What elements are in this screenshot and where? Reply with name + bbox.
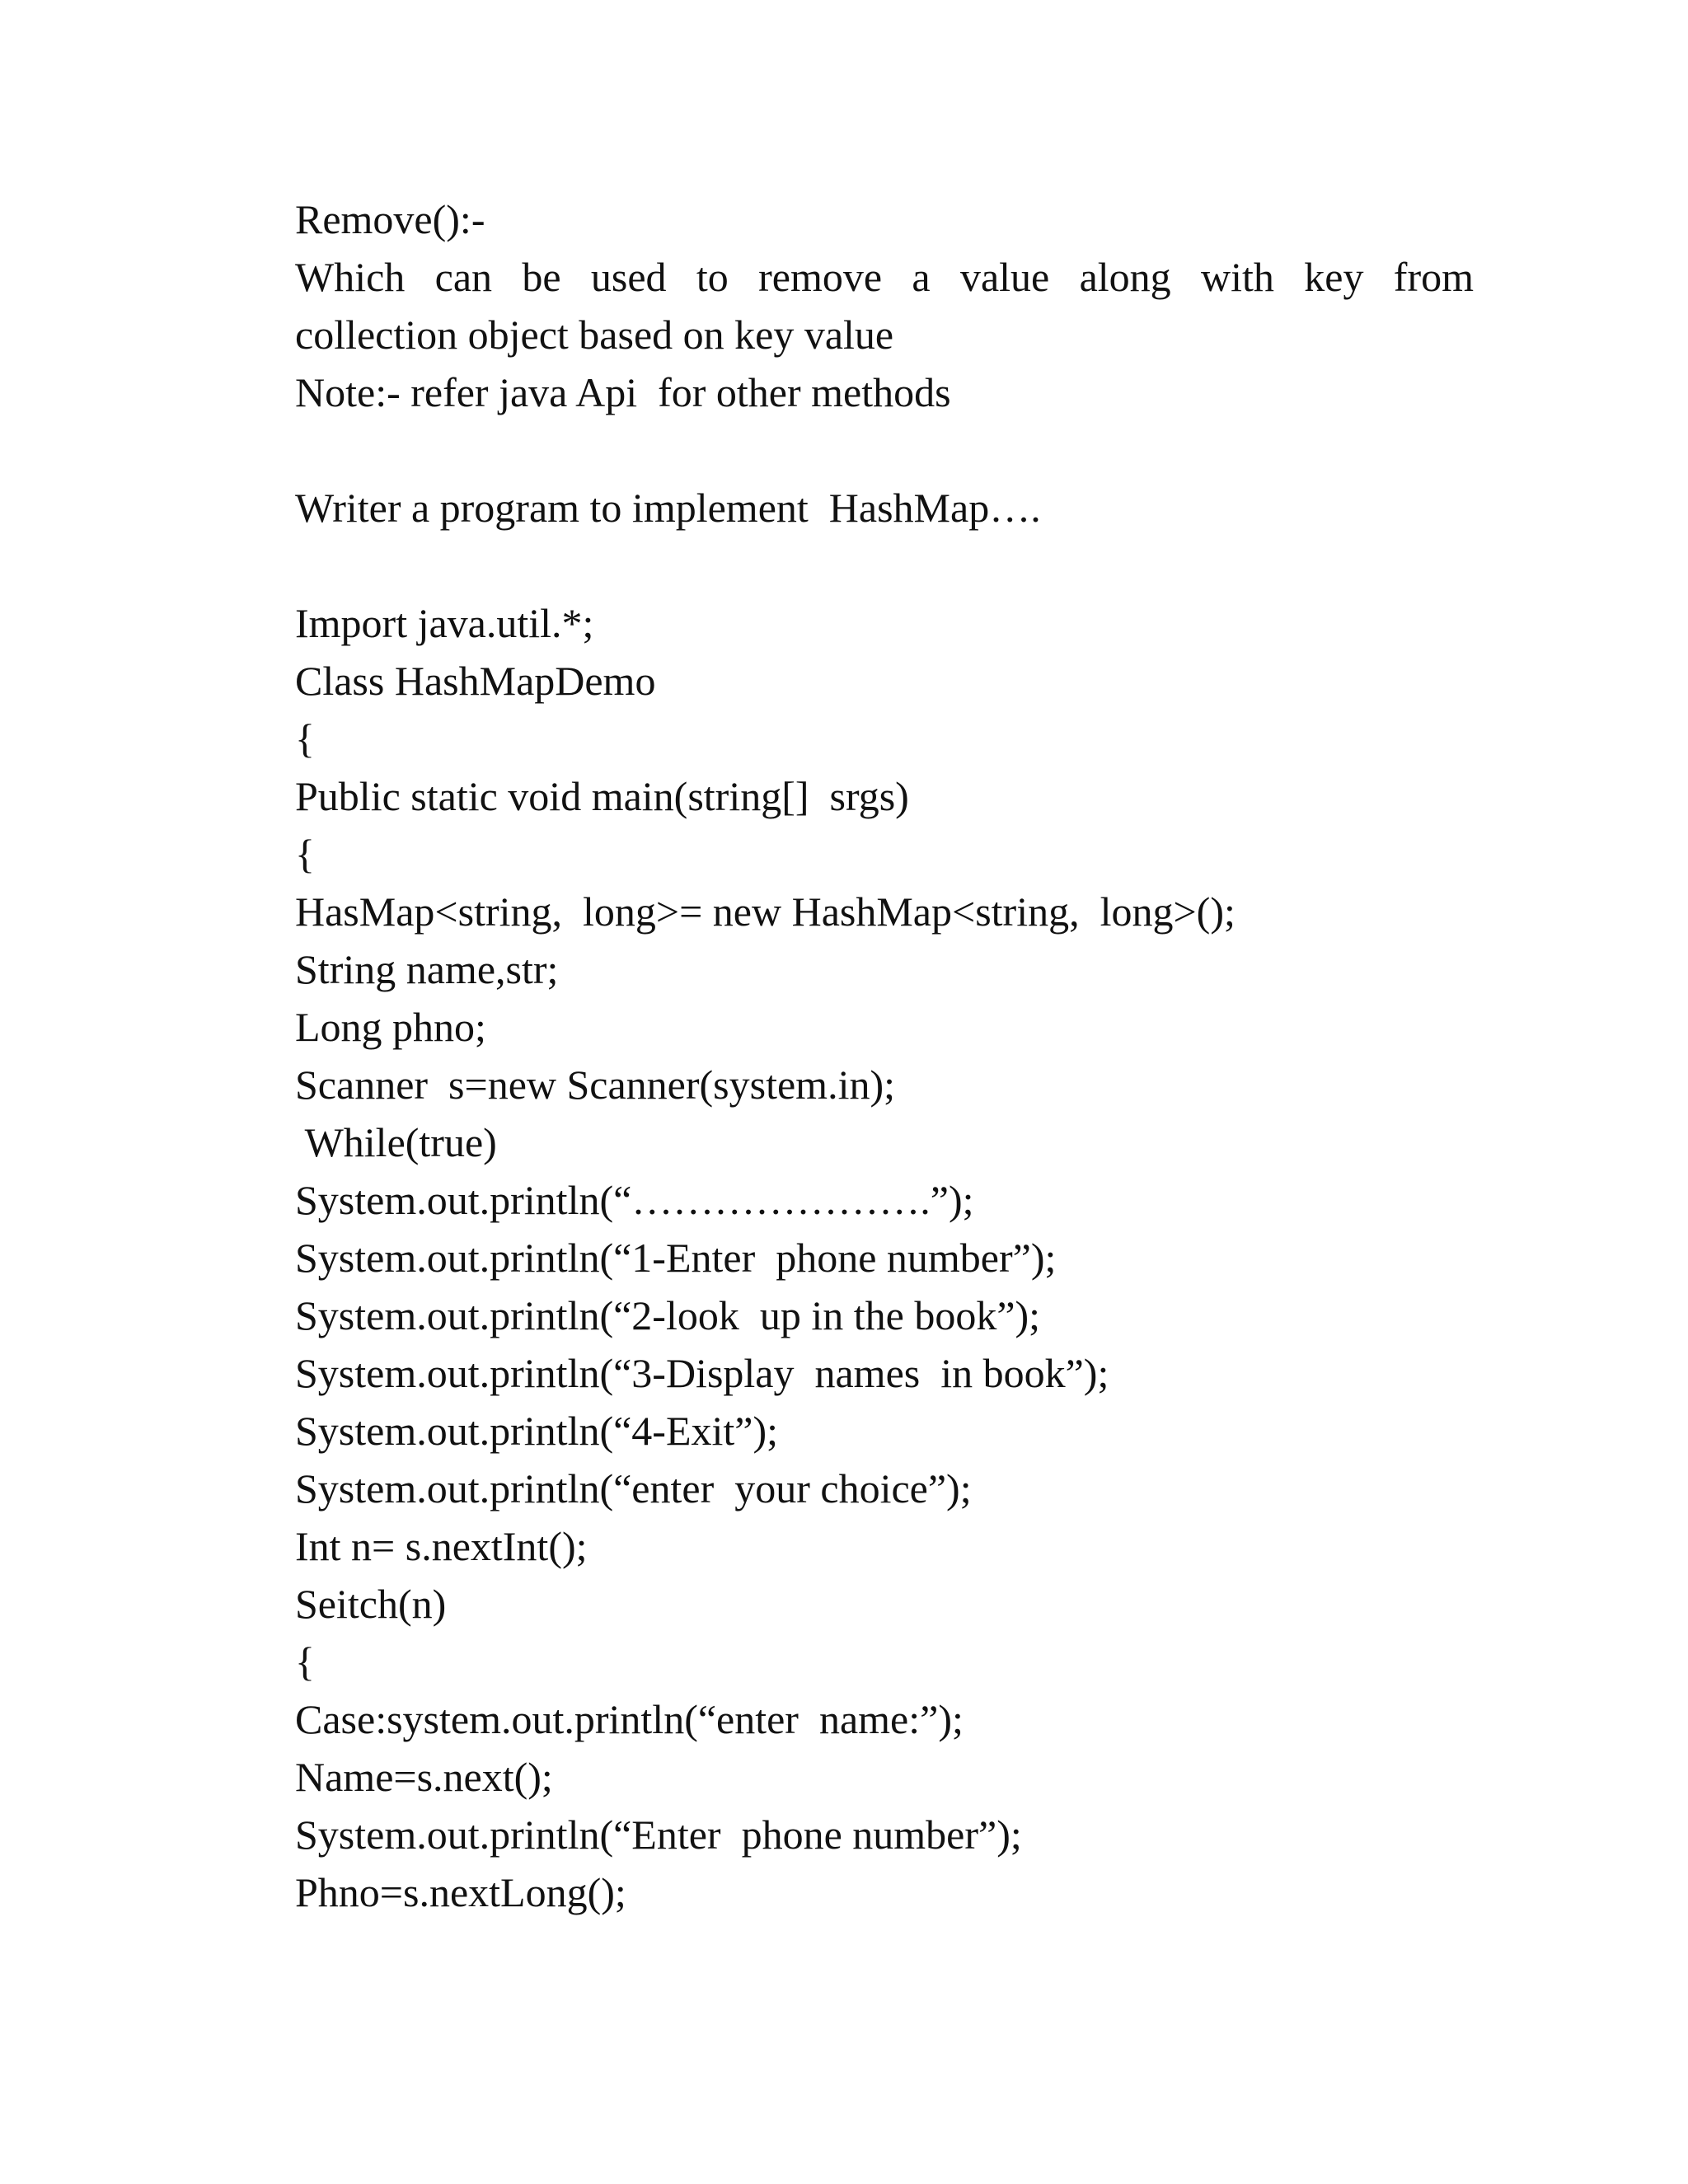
code-line: System.out.println(“3-Display names in book”); — [295, 1350, 1109, 1396]
code-line: { — [295, 715, 315, 762]
note-line: Note:- refer java Api for other methods — [295, 369, 951, 415]
code-line: Scanner s=new Scanner(system.in); — [295, 1062, 896, 1108]
code-line: System.out.println(“………………….”); — [295, 1177, 974, 1223]
section-heading: Remove():- — [295, 196, 485, 242]
code-line: { — [295, 1638, 315, 1685]
code-line: System.out.println(“1-Enter phone number”); — [295, 1235, 1057, 1281]
description-line-2: collection object based on key value — [295, 312, 894, 358]
code-line: Phno=s.nextLong(); — [295, 1869, 626, 1915]
code-line: System.out.println(“2-look up in the book”); — [295, 1292, 1041, 1338]
code-line: Seitch(n) — [295, 1581, 447, 1627]
code-line: Case:system.out.println(“enter name:”); — [295, 1696, 964, 1742]
code-line: System.out.println(“4-Exit”); — [295, 1408, 779, 1454]
code-line: Long phno; — [295, 1004, 486, 1050]
code-line: Import java.util.*; — [295, 600, 594, 646]
code-line: String name,str; — [295, 946, 559, 992]
code-line: HasMap<string, long>= new HashMap<string, long>(); — [295, 888, 1236, 935]
code-line: System.out.println(“Enter phone number”); — [295, 1811, 1022, 1858]
code-line: Int n= s.nextInt(); — [295, 1523, 588, 1569]
code-line: Name=s.next(); — [295, 1754, 553, 1800]
code-line: While(true) — [295, 1119, 497, 1165]
description-line-1: Which can be used to remove a value along with key from — [295, 254, 1474, 300]
task-statement: Writer a program to implement HashMap…. — [295, 485, 1041, 531]
code-line: { — [295, 831, 315, 877]
code-line: System.out.println(“enter your choice”); — [295, 1465, 972, 1511]
code-line: Class HashMapDemo — [295, 658, 656, 704]
code-line: Public static void main(string[] srgs) — [295, 773, 909, 819]
